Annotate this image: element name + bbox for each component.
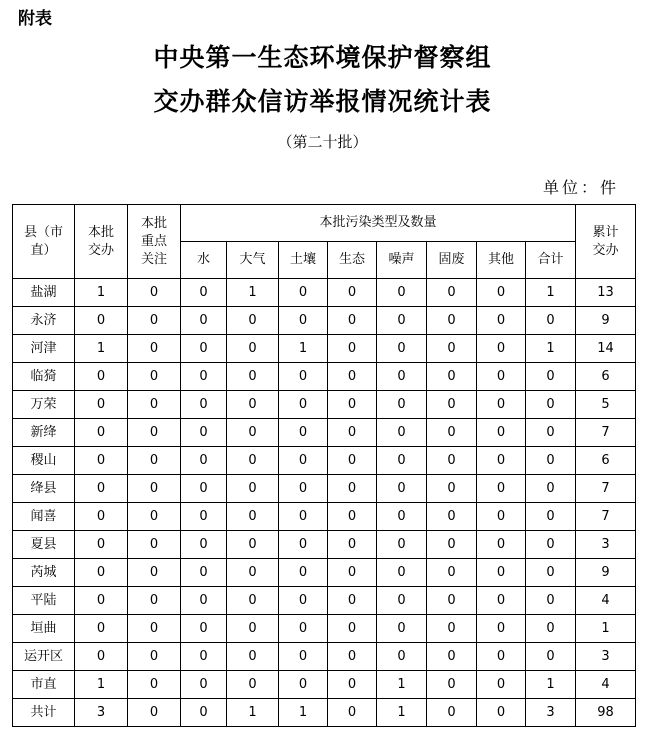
table-cell: 0 (128, 531, 181, 559)
table-cell: 1 (227, 699, 279, 727)
row-county-name: 市直 (13, 671, 75, 699)
table-row (13, 531, 636, 559)
table-cell: 1 (227, 279, 279, 307)
table-cell: 0 (377, 447, 427, 475)
table-cell: 0 (279, 475, 328, 503)
table-cell: 0 (128, 503, 181, 531)
table-cell: 0 (377, 419, 427, 447)
table-cell: 0 (227, 671, 279, 699)
table-cell: 1 (377, 671, 427, 699)
table-cell: 0 (477, 307, 526, 335)
table-cell: 0 (181, 419, 227, 447)
table-cell: 0 (181, 363, 227, 391)
table-cell: 0 (377, 559, 427, 587)
table-cell: 0 (526, 447, 576, 475)
table-cell: 0 (181, 643, 227, 671)
table-cell: 0 (427, 307, 477, 335)
table-cell: 0 (328, 335, 377, 363)
table-cell: 0 (526, 615, 576, 643)
table-cell: 3 (576, 643, 636, 671)
row-county-name: 稷山 (13, 447, 75, 475)
table-cell: 0 (227, 643, 279, 671)
table-cell: 0 (279, 363, 328, 391)
table-cell: 1 (279, 335, 328, 363)
table-cell: 0 (227, 559, 279, 587)
table-cell: 0 (427, 615, 477, 643)
row-county-name: 垣曲 (13, 615, 75, 643)
table-cell: 0 (128, 391, 181, 419)
table-cell: 0 (227, 335, 279, 363)
row-county-name: 万荣 (13, 391, 75, 419)
table-cell: 1 (526, 335, 576, 363)
row-county-name: 闻喜 (13, 503, 75, 531)
table-cell: 0 (477, 587, 526, 615)
table-cell: 0 (227, 447, 279, 475)
table-cell: 0 (477, 419, 526, 447)
table-cell: 0 (328, 587, 377, 615)
table-cell: 0 (427, 503, 477, 531)
table-cell: 1 (75, 671, 128, 699)
table-cell: 13 (576, 279, 636, 307)
table-cell: 0 (181, 447, 227, 475)
table-cell: 0 (477, 643, 526, 671)
row-county-name: 芮城 (13, 559, 75, 587)
table-cell: 0 (75, 587, 128, 615)
table-cell: 0 (279, 615, 328, 643)
table-cell: 0 (128, 671, 181, 699)
table-cell: 0 (477, 391, 526, 419)
table-cell: 0 (75, 307, 128, 335)
table-row (13, 363, 636, 391)
header-cumulative: 累计 交办 (576, 205, 636, 279)
table-cell: 1 (75, 335, 128, 363)
table-cell: 0 (477, 615, 526, 643)
header-type: 土壤 (279, 242, 328, 279)
table-cell: 0 (279, 531, 328, 559)
table-row (13, 503, 636, 531)
table-cell: 0 (181, 699, 227, 727)
table-cell: 0 (526, 363, 576, 391)
table-row (13, 699, 636, 727)
table-cell: 0 (227, 503, 279, 531)
table-cell: 0 (328, 279, 377, 307)
table-cell: 0 (427, 531, 477, 559)
table-cell: 9 (576, 559, 636, 587)
table-cell: 9 (576, 307, 636, 335)
table-cell: 0 (75, 475, 128, 503)
table-cell: 0 (328, 643, 377, 671)
row-county-name: 平陆 (13, 587, 75, 615)
table-cell: 1 (75, 279, 128, 307)
table-cell: 0 (181, 615, 227, 643)
header-batch-key-focus: 本批 重点 关注 (128, 205, 181, 279)
table-cell: 0 (128, 643, 181, 671)
row-county-name: 盐湖 (13, 279, 75, 307)
table-row (13, 643, 636, 671)
table-cell: 0 (227, 615, 279, 643)
table-cell: 0 (377, 643, 427, 671)
table-cell: 0 (181, 531, 227, 559)
table-cell: 1 (279, 699, 328, 727)
table-cell: 0 (181, 503, 227, 531)
table-cell: 0 (427, 475, 477, 503)
table-cell: 0 (477, 335, 526, 363)
table-cell: 0 (279, 643, 328, 671)
table-cell: 0 (181, 475, 227, 503)
table-cell: 0 (75, 391, 128, 419)
table-cell: 0 (181, 307, 227, 335)
table-cell: 0 (128, 363, 181, 391)
header-county: 县（市 直） (13, 205, 75, 279)
row-county-name: 临猗 (13, 363, 75, 391)
table-cell: 0 (477, 699, 526, 727)
table-cell: 0 (75, 559, 128, 587)
header-type: 其他 (477, 242, 526, 279)
table-cell: 0 (427, 391, 477, 419)
table-cell: 0 (227, 363, 279, 391)
table-cell: 0 (75, 447, 128, 475)
table-cell: 0 (427, 559, 477, 587)
table-cell: 0 (128, 615, 181, 643)
table-cell: 1 (526, 279, 576, 307)
table-cell: 0 (128, 335, 181, 363)
table-cell: 0 (377, 615, 427, 643)
table-cell: 0 (279, 503, 328, 531)
table-cell: 0 (128, 279, 181, 307)
table-cell: 0 (279, 419, 328, 447)
table-cell: 0 (75, 615, 128, 643)
table-cell: 0 (526, 475, 576, 503)
table-cell: 0 (427, 643, 477, 671)
table-cell: 3 (526, 699, 576, 727)
table-cell: 0 (227, 419, 279, 447)
table-cell: 0 (328, 615, 377, 643)
table-cell: 0 (377, 531, 427, 559)
table-cell: 0 (128, 559, 181, 587)
table-cell: 0 (526, 503, 576, 531)
table-cell: 0 (75, 503, 128, 531)
table-cell: 0 (328, 391, 377, 419)
table-cell: 0 (279, 671, 328, 699)
table-cell: 1 (526, 671, 576, 699)
table-cell: 0 (227, 531, 279, 559)
table-cell: 0 (181, 587, 227, 615)
table-row (13, 559, 636, 587)
table-cell: 0 (377, 391, 427, 419)
row-county-name: 共计 (13, 699, 75, 727)
table-cell: 0 (377, 475, 427, 503)
table-cell: 0 (227, 307, 279, 335)
table-row (13, 475, 636, 503)
table-cell: 0 (227, 391, 279, 419)
table-row (13, 587, 636, 615)
table-cell: 0 (328, 363, 377, 391)
header-type: 大气 (227, 242, 279, 279)
table-cell: 0 (377, 335, 427, 363)
table-cell: 0 (75, 419, 128, 447)
table-cell: 0 (328, 699, 377, 727)
row-county-name: 河津 (13, 335, 75, 363)
row-county-name: 永济 (13, 307, 75, 335)
table-cell: 0 (427, 335, 477, 363)
table-cell: 0 (279, 447, 328, 475)
table-cell: 0 (227, 587, 279, 615)
table-cell: 0 (427, 279, 477, 307)
table-cell: 1 (576, 615, 636, 643)
table-body (13, 279, 636, 727)
document-title-line-1: 中央第一生态环境保护督察组 (153, 43, 492, 72)
header-type: 固废 (427, 242, 477, 279)
table-cell: 0 (377, 279, 427, 307)
table-cell: 0 (75, 363, 128, 391)
table-cell: 0 (181, 559, 227, 587)
table-cell: 6 (576, 447, 636, 475)
table-cell: 0 (427, 447, 477, 475)
table-row (13, 279, 636, 307)
table-cell: 0 (477, 447, 526, 475)
table-cell: 0 (328, 307, 377, 335)
table-cell: 0 (181, 279, 227, 307)
table-cell: 0 (181, 335, 227, 363)
table-cell: 0 (128, 699, 181, 727)
batch-subtitle: （第二十批） (277, 133, 368, 151)
table-cell: 0 (328, 531, 377, 559)
table-cell: 0 (279, 559, 328, 587)
table-cell: 0 (227, 475, 279, 503)
table-cell: 0 (477, 475, 526, 503)
table-cell: 0 (128, 475, 181, 503)
table-cell: 0 (128, 307, 181, 335)
row-county-name: 新绛 (13, 419, 75, 447)
header-type: 噪声 (377, 242, 427, 279)
table-cell: 4 (576, 587, 636, 615)
table-cell: 0 (526, 587, 576, 615)
table-cell: 0 (328, 671, 377, 699)
table-cell: 0 (128, 587, 181, 615)
table-cell: 0 (477, 671, 526, 699)
row-county-name: 运开区 (13, 643, 75, 671)
table-cell: 0 (75, 531, 128, 559)
table-cell: 3 (576, 531, 636, 559)
table-cell: 0 (279, 279, 328, 307)
table-cell: 7 (576, 503, 636, 531)
table-cell: 0 (279, 307, 328, 335)
table-cell: 0 (526, 531, 576, 559)
table-cell: 4 (576, 671, 636, 699)
table-cell: 0 (526, 559, 576, 587)
table-cell: 0 (477, 279, 526, 307)
table-cell: 0 (328, 447, 377, 475)
table-cell: 0 (427, 363, 477, 391)
header-type: 生态 (328, 242, 377, 279)
table-cell: 3 (75, 699, 128, 727)
table-row (13, 391, 636, 419)
table-cell: 0 (377, 503, 427, 531)
table-row (13, 447, 636, 475)
table-cell: 0 (526, 391, 576, 419)
table-cell: 0 (279, 587, 328, 615)
table-cell: 98 (576, 699, 636, 727)
table-cell: 0 (128, 419, 181, 447)
header-pollution-group: 本批污染类型及数量 (181, 205, 576, 242)
table-cell: 0 (427, 587, 477, 615)
table-cell: 0 (427, 671, 477, 699)
table-cell: 0 (427, 699, 477, 727)
table-cell: 0 (477, 531, 526, 559)
statistics-table (12, 204, 636, 727)
table-cell: 0 (477, 363, 526, 391)
table-cell: 0 (328, 559, 377, 587)
header-batch-assigned: 本批 交办 (75, 205, 128, 279)
table-row (13, 307, 636, 335)
table-cell: 6 (576, 363, 636, 391)
table-cell: 0 (526, 419, 576, 447)
table-cell: 0 (328, 475, 377, 503)
table-row (13, 671, 636, 699)
table-cell: 0 (279, 391, 328, 419)
table-cell: 0 (181, 671, 227, 699)
table-cell: 7 (576, 419, 636, 447)
table-cell: 7 (576, 475, 636, 503)
table-cell: 0 (328, 419, 377, 447)
row-county-name: 绛县 (13, 475, 75, 503)
table-cell: 0 (181, 391, 227, 419)
table-row (13, 419, 636, 447)
table-cell: 0 (477, 503, 526, 531)
table-header-row (13, 205, 636, 242)
table-cell: 1 (377, 699, 427, 727)
header-type: 合计 (526, 242, 576, 279)
table-cell: 0 (377, 363, 427, 391)
table-cell: 0 (377, 587, 427, 615)
table-cell: 14 (576, 335, 636, 363)
table-cell: 5 (576, 391, 636, 419)
table-cell: 0 (526, 643, 576, 671)
table-cell: 0 (128, 447, 181, 475)
row-county-name: 夏县 (13, 531, 75, 559)
table-cell: 0 (427, 419, 477, 447)
appendix-label: 附表 (18, 9, 52, 29)
table-row (13, 335, 636, 363)
table-cell: 0 (377, 307, 427, 335)
table-cell: 0 (526, 307, 576, 335)
table-cell: 0 (328, 503, 377, 531)
document-title-line-2: 交办群众信访举报情况统计表 (153, 87, 492, 116)
table-cell: 0 (75, 643, 128, 671)
unit-label: 单位：件 (542, 178, 619, 197)
table-row (13, 615, 636, 643)
table-cell: 0 (477, 559, 526, 587)
header-type: 水 (181, 242, 227, 279)
